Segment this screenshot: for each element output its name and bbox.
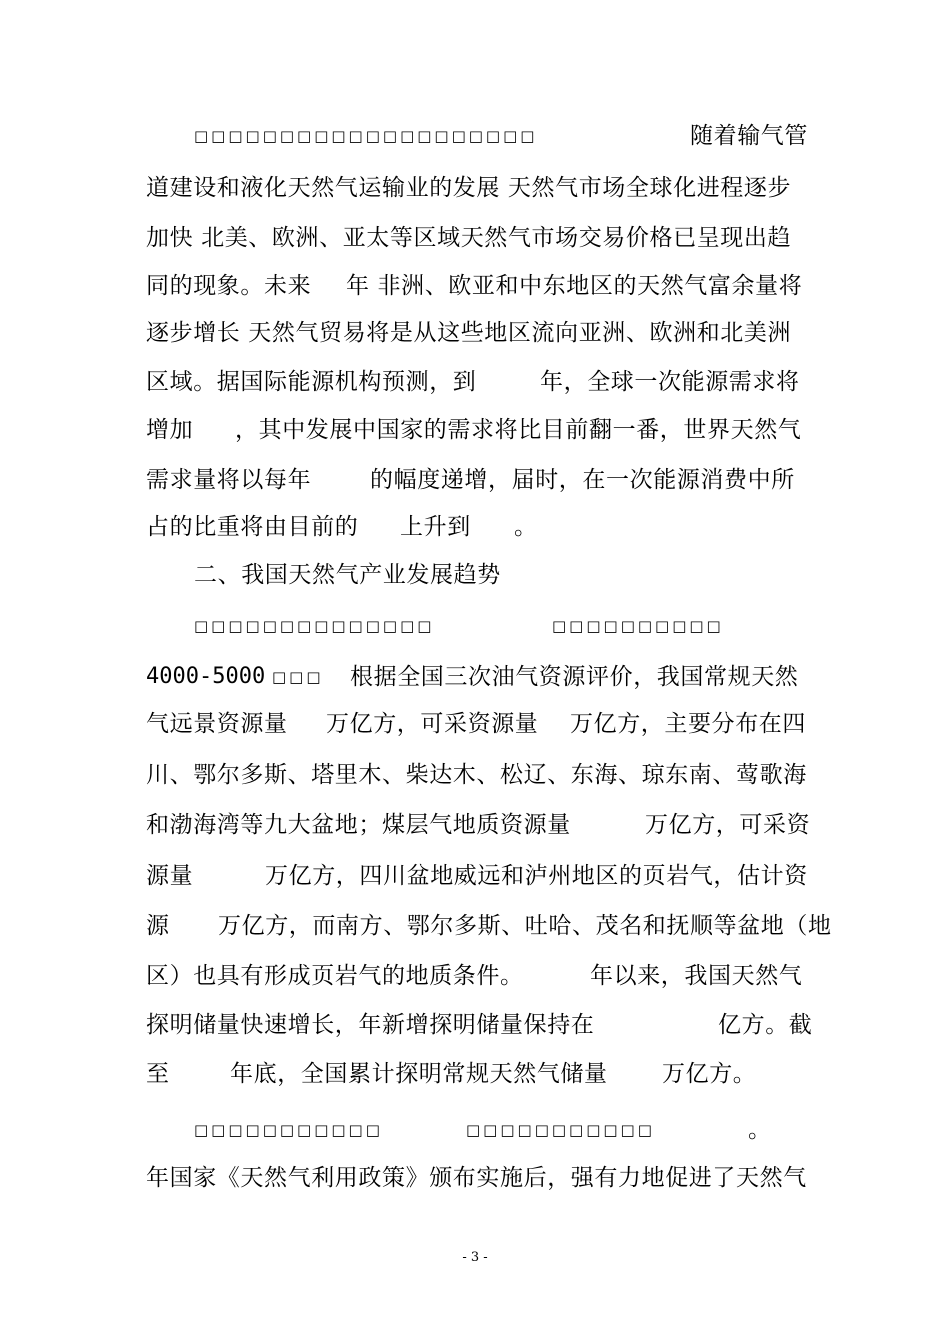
text-line-segment: □□□	[272, 668, 324, 686]
text-line-segment: 需求量将以每年	[146, 467, 312, 493]
text-line-segment: 随着输气管	[690, 123, 808, 149]
text-line-segment: 同的现象。未来	[146, 273, 312, 299]
text-line-segment: 年国家《天然气利用政策》颁布实施后，强有力地促进了天然气	[146, 1165, 807, 1191]
text-line-segment: 的幅度递增，届时，在一次能源消费中所	[370, 467, 795, 493]
text-line-segment: 年 非洲、欧亚和中东地区的天然气富余量将	[346, 273, 803, 299]
text-line-segment: 万亿方，四川盆地威远和泸州地区的页岩气，估计资	[265, 863, 808, 889]
text-line-segment: □□□□□□□□□□□	[466, 1121, 655, 1139]
text-line-segment: □□□□□□□□□□□	[194, 1121, 383, 1139]
page-number: - 3 -	[462, 1250, 488, 1265]
text-line-segment: 源量	[146, 863, 194, 889]
text-line-segment: 探明储量快速增长，年新增探明储量保持在	[146, 1012, 595, 1038]
text-line-segment: 万亿方，而南方、鄂尔多斯、吐哈、茂名和抚顺等盆地（地	[218, 913, 832, 939]
text-line-segment: 二、我国天然气产业发展趋势	[194, 562, 501, 588]
text-line-segment: 。	[514, 514, 538, 540]
text-line-segment: 万亿方，可采资源量	[326, 711, 539, 737]
text-line-segment: 占的比重将由目前的	[146, 514, 359, 540]
text-line-segment: 万亿方。	[662, 1061, 757, 1087]
text-line-segment: 亿方。截	[718, 1012, 813, 1038]
text-line-segment: 气远景资源量	[146, 711, 288, 737]
text-line-segment: 4000-5000	[146, 664, 266, 689]
text-line-segment: 道建设和液化天然气运输业的发展 天然气市场全球化进程逐步	[146, 175, 792, 201]
text-line-segment: □□□□□□□□□□□□□□	[194, 617, 435, 635]
text-line-segment: 根据全国三次油气资源评价，我国常规天然	[350, 664, 799, 690]
text-line-segment: 川、鄂尔多斯、塔里木、柴达木、松辽、东海、琼东南、莺歌海	[146, 762, 807, 788]
text-line-segment: 。	[748, 1117, 772, 1143]
text-line-segment: 增加	[146, 417, 194, 443]
text-line-segment: 加快 北美、欧洲、亚太等区域天然气市场交易价格已呈现出趋	[146, 225, 792, 251]
text-line-segment: 年，全球一次能源需求将	[540, 369, 800, 395]
text-line-segment: 区域。据国际能源机构预测，到	[146, 369, 477, 395]
text-line-segment: 源	[146, 913, 170, 939]
text-line-segment: 年底，全国累计探明常规天然气储量	[230, 1061, 608, 1087]
text-line-segment: 和渤海湾等九大盆地；煤层气地质资源量	[146, 812, 571, 838]
text-line-segment: 万亿方，可采资	[645, 812, 811, 838]
text-line-segment: 区）也具有形成页岩气的地质条件。	[146, 963, 524, 989]
text-line-segment: 上升到	[400, 514, 471, 540]
text-line-segment: □□□□□□□□□□	[552, 617, 724, 635]
text-line-segment: 逐步增长 天然气贸易将是从这些地区流向亚洲、欧洲和北美洲	[146, 320, 792, 346]
text-line-segment: 至	[146, 1061, 170, 1087]
text-line-segment: 年以来，我国天然气	[590, 963, 803, 989]
text-line-segment: 万亿方，主要分布在四	[570, 711, 806, 737]
text-line-segment: ，其中发展中国家的需求将比目前翻一番，世界天然气	[235, 417, 802, 443]
text-line-segment: □□□□□□□□□□□□□□□□□□□□	[194, 127, 538, 145]
